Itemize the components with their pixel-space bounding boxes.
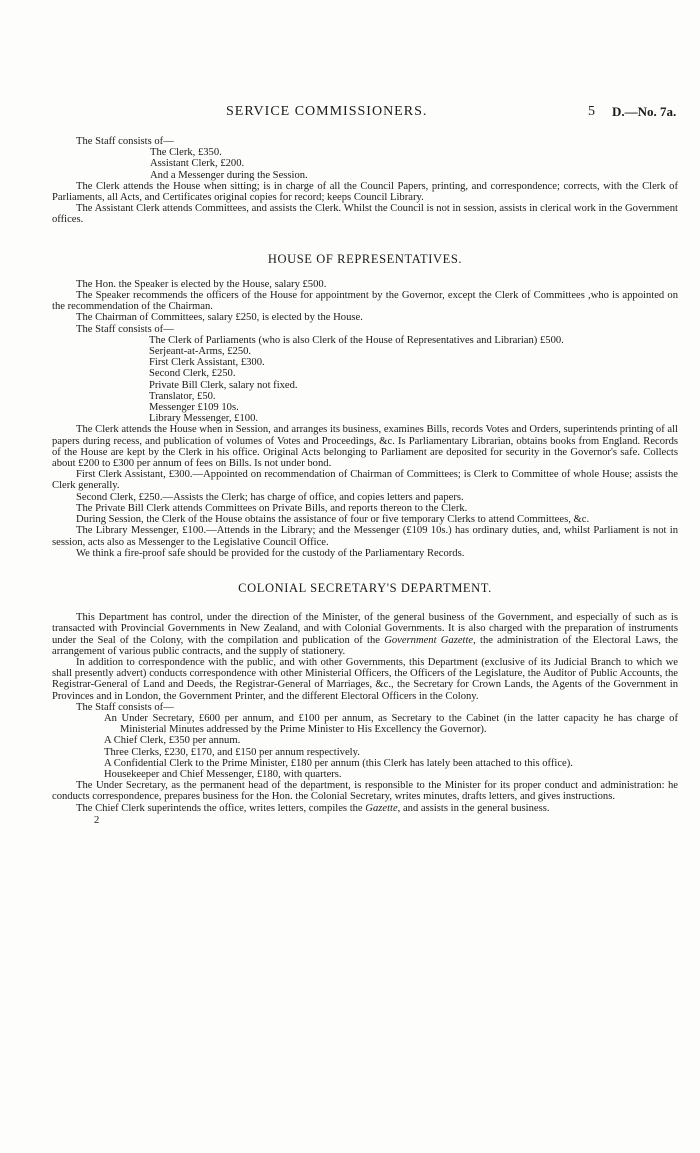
text-run: This Department has control, under the direction of the Minister, of the general business of the Government, and especially of such as is transacted with Provincial Governments in New Zealand, and with Colonial Governments. It is also charged with the preparation of instruments under the Seal of the Colony, with the compilation and publication of the	[52, 612, 678, 646]
list-item: An Under Secretary, £600 per annum, and £100 per annum, as Secretary to the Cabinet (in the latter capacity he has charge of Ministerial Minutes addressed by the Prime Minister to His Excellency the Governor).	[104, 712, 678, 736]
paragraph: Second Clerk, £250.—Assists the Clerk; has charge of office, and copies letters and papers.	[76, 491, 464, 503]
paragraph: The Clerk attends the House when sitting; is in charge of all the Council Papers, printing, and correspondence; corrects, with the Clerk of Parliaments, all Acts, and Certificates original copies for record; keeps Council Library.	[52, 180, 678, 204]
paragraph: In addition to correspondence with the public, and with other Governments, this Department (exclusive of its Judicial Branch to which we shall presently advert) conducts correspondence with other Ministerial Officers, the Officers of the Legislature, the Auditor of Public Accounts, the Registrar-General of Land and Deeds, the Registrar-General of Marriages, &c., the Secretary for Crown Lands, the Agents of the Government in Provinces and in London, the Government Printer, and the different Electoral Officers in the Colony.	[52, 656, 678, 702]
list-item: Private Bill Clerk, salary not fixed.	[149, 379, 298, 391]
page-header	[0, 104, 700, 124]
paragraph: The Clerk attends the House when in Session, and arranges its business, examines Bills, records Votes and Orders, superintends printing of all papers during recess, and publication of volumes of Votes and Proceedings, &c. Is Parliamentary Librarian, obtains books from England. Records of the House are kept by the Clerk in his office. Original Acts belonging to Parliament are deposited for security in the Governor's safe. Collects about £200 to £300 per annum of fees on Bills. Is not under bond.	[52, 424, 678, 470]
list-item: Library Messenger, £100.	[149, 413, 259, 425]
list-item: And a Messenger during the Session.	[150, 169, 308, 181]
paragraph: During Session, the Clerk of the House obtains the assistance of four or five temporary Clerks to attend Committees, &c.	[76, 514, 590, 526]
list-item: A Chief Clerk, £350 per annum.	[104, 735, 241, 747]
text-run: , and assists in the general business.	[397, 802, 550, 814]
colonial-section	[52, 580, 678, 826]
list-item: First Clerk Assistant, £300.	[149, 357, 265, 369]
list-item: Translator, £50.	[149, 390, 216, 402]
signature-mark: 2	[94, 814, 100, 826]
paragraph: The Private Bill Clerk attends Committees on Private Bills, and reports thereon to the Clerk.	[76, 502, 468, 514]
paragraph: The Under Secretary, as the permanent head of the department, is responsible to the Minister for its proper conduct and administration: he conducts correspondence, prepares business for the Hon. the Colonial Secretary, writes minutes, drafts letters, and gives instructions.	[52, 780, 678, 803]
gazette-title: Gazette	[365, 802, 398, 814]
list-item: Second Clerk, £250.	[149, 368, 236, 380]
paragraph	[52, 612, 678, 657]
paragraph: The Speaker recommends the officers of the House for appointment by the Governor, except the Clerk of Committees ,who is appointed on the recommendation of the Chairman.	[52, 290, 678, 313]
paragraph: First Clerk Assistant, £300.—Appointed on recommendation of Chairman of Committees; is Clerk to Committee of whole House; assists the Clerk generally.	[52, 469, 678, 492]
house-staff-list	[149, 335, 678, 425]
paragraph: The Library Messenger, £100.—Attends in the Library; and the Messenger (£109 10s.) has ordinary duties, and, whilst Parliament is not in session, acts also as Messenger to the Legislative Council Office.	[52, 525, 678, 548]
council-section	[52, 136, 678, 226]
council-staff-list	[150, 147, 678, 181]
text-run: , the administration of the Electoral Laws, the arrangement of various public contracts, and the supply of stationery.	[52, 634, 678, 657]
section-heading: COLONIAL SECRETARY'S DEPARTMENT.	[238, 580, 492, 595]
colonial-staff-list	[104, 713, 678, 780]
page-number: 5	[588, 104, 595, 119]
house-staff-intro: The Staff consists of—	[76, 323, 174, 335]
paragraph: The Chairman of Committees, salary £250, is elected by the House.	[76, 312, 363, 324]
colonial-staff-intro: The Staff consists of—	[76, 701, 174, 713]
council-staff-intro: The Staff consists of—	[76, 136, 174, 147]
text-run: The Chief Clerk superintends the office, writes letters, compiles the	[76, 802, 366, 814]
section-heading: HOUSE OF REPRESENTATIVES.	[267, 251, 463, 266]
list-item: Serjeant-at-Arms, £250.	[149, 346, 252, 358]
paragraph: The Assistant Clerk attends Committees, and assists the Clerk. Whilst the Council is not in session, assists in clerical work in the Government offices.	[52, 203, 678, 226]
list-item: A Confidential Clerk to the Prime Minister, £180 per annum (this Clerk has lately been attached to this office).	[104, 757, 573, 769]
list-item: The Clerk, £350.	[150, 147, 222, 159]
running-title: SERVICE COMMISSIONERS.	[226, 104, 428, 119]
list-item: Housekeeper and Chief Messenger, £180, with quarters.	[104, 768, 342, 780]
list-item: Messenger £109 10s.	[149, 402, 239, 414]
document-reference: D.—No. 7a.	[612, 104, 677, 119]
list-item: Assistant Clerk, £200.	[150, 158, 245, 170]
list-item: The Clerk of Parliaments (who is also Clerk of the House of Representatives and Librarian) £500.	[149, 334, 564, 346]
house-section	[52, 251, 678, 559]
list-item: Three Clerks, £230, £170, and £150 per annum respectively.	[104, 746, 360, 758]
paragraph: The Hon. the Speaker is elected by the House, salary £500.	[76, 278, 327, 290]
page-body	[52, 136, 678, 826]
gazette-title: Government Gazette	[384, 634, 474, 646]
paragraph	[52, 803, 678, 814]
paragraph: We think a fire-proof safe should be provided for the custody of the Parliamentary Records.	[76, 547, 465, 559]
